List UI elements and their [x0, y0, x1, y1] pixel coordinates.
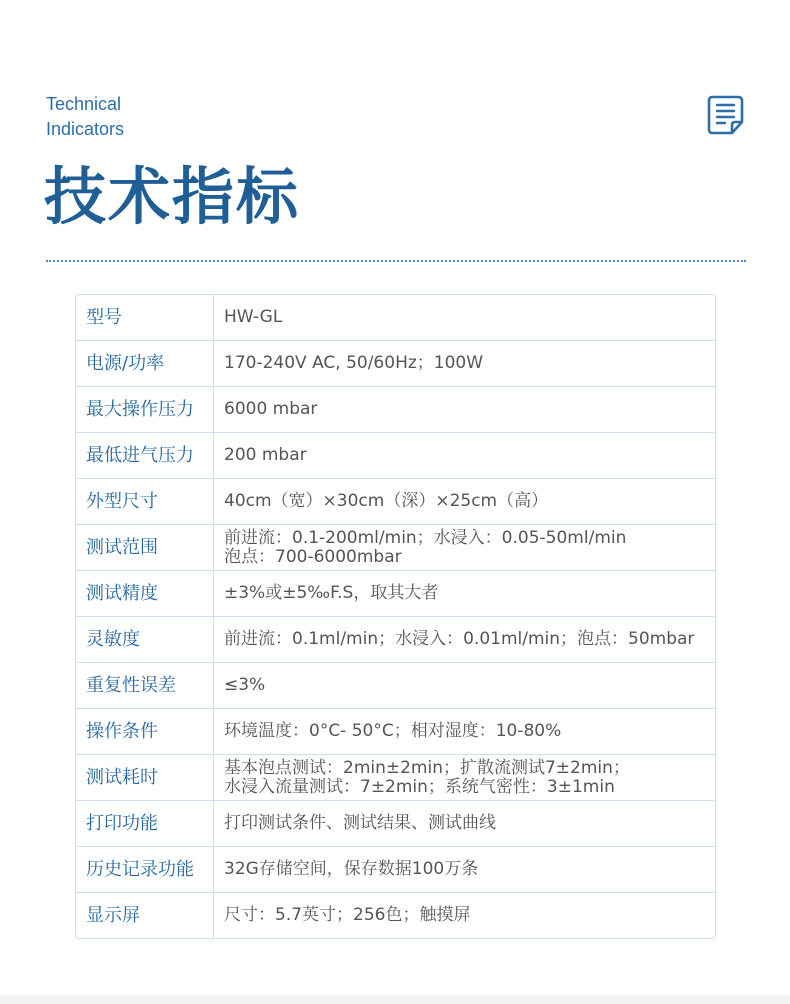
- table-row: [76, 755, 715, 801]
- table-row: [76, 387, 715, 433]
- spec-label: 电源/功率: [76, 341, 214, 387]
- table-row: [76, 341, 715, 387]
- spec-label: 外型尺寸: [76, 479, 214, 525]
- spec-label: 显示屏: [76, 893, 214, 938]
- table-row: [76, 295, 715, 341]
- spec-label: 测试耗时: [76, 755, 214, 801]
- spec-label: 打印功能: [76, 801, 214, 847]
- spec-label: 测试精度: [76, 571, 214, 617]
- spec-table: [75, 294, 716, 939]
- spec-label: 操作条件: [76, 709, 214, 755]
- table-row: [76, 663, 715, 709]
- spec-value: 170-240V AC, 50/60Hz；100W: [214, 341, 715, 387]
- spec-value: 环境温度：0°C- 50°C；相对湿度：10-80%: [214, 709, 715, 755]
- spec-value: 基本泡点测试：2min±2min；扩散流测试7±2min； 水浸入流量测试：7±2min；系统气密性：3±1min: [214, 755, 715, 801]
- table-row: [76, 571, 715, 617]
- spec-value: 6000 mbar: [214, 387, 715, 433]
- table-row: [76, 801, 715, 847]
- table-row: [76, 433, 715, 479]
- table-row: [76, 617, 715, 663]
- spec-label: 重复性误差: [76, 663, 214, 709]
- section-eyebrow: [46, 92, 124, 142]
- eyebrow-line-2: Indicators: [46, 119, 125, 139]
- spec-label: 测试范围: [76, 525, 214, 571]
- spec-value: 前进流：0.1-200ml/min；水浸入：0.05-50ml/min 泡点：700-6000mbar: [214, 525, 715, 571]
- dotted-divider: [46, 260, 746, 262]
- spec-value: 前进流：0.1ml/min；水浸入：0.01ml/min；泡点：50mbar: [214, 617, 715, 663]
- table-row: [76, 479, 715, 525]
- bottom-band: [0, 995, 790, 1004]
- spec-value: ≤3%: [214, 663, 715, 709]
- spec-value: 40cm（宽）×30cm（深）×25cm（高）: [214, 479, 715, 525]
- table-row: [76, 709, 715, 755]
- page-title: 技术指标: [44, 160, 301, 233]
- spec-value: 32G存储空间，保存数据100万条: [214, 847, 715, 893]
- spec-value: ±3%或±5‰F.S，取其大者: [214, 571, 715, 617]
- spec-value: 打印测试条件、测试结果、测试曲线: [214, 801, 715, 847]
- document-icon: [706, 94, 746, 136]
- eyebrow-line-1: Technical: [46, 94, 122, 114]
- table-row: [76, 525, 715, 571]
- spec-label: 最低进气压力: [76, 433, 214, 479]
- spec-value: 尺寸：5.7英寸；256色；触摸屏: [224, 905, 471, 925]
- spec-label: 最大操作压力: [76, 387, 214, 433]
- table-row: [76, 893, 715, 938]
- spec-value: 200 mbar: [214, 433, 715, 479]
- spec-label: 历史记录功能: [76, 847, 214, 893]
- spec-value: HW-GL: [214, 295, 715, 341]
- spec-label: 灵敏度: [76, 617, 214, 663]
- spec-label: 型号: [76, 295, 214, 341]
- table-row: [76, 847, 715, 893]
